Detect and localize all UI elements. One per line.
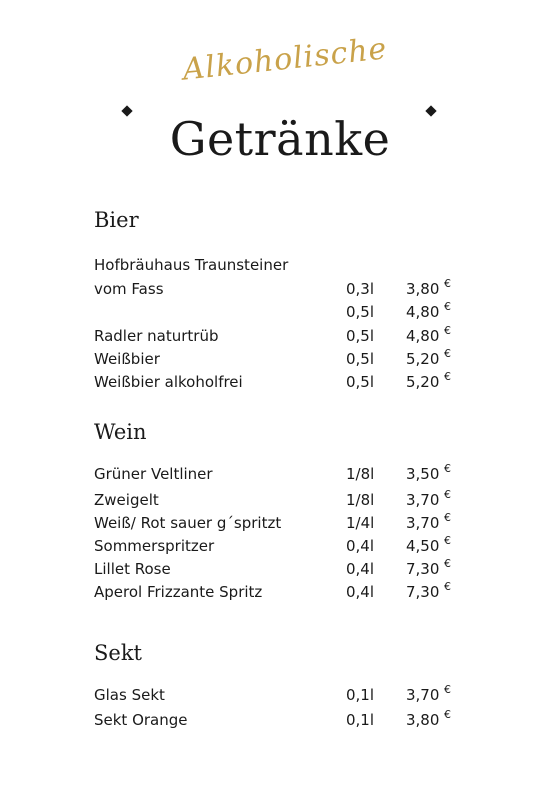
currency-symbol: € xyxy=(444,534,451,547)
currency-symbol: € xyxy=(444,277,451,290)
menu-item xyxy=(94,557,474,582)
item-price: 4,80 xyxy=(406,303,440,321)
item-volume: 0,5l xyxy=(346,327,375,345)
currency-symbol: € xyxy=(444,488,451,501)
item-volume: 1/4l xyxy=(346,514,375,532)
menu-item xyxy=(94,534,474,559)
item-volume: 0,4l xyxy=(346,560,375,578)
menu-item xyxy=(94,324,474,349)
item-name: Glas Sekt xyxy=(94,686,165,704)
menu-item xyxy=(94,370,474,395)
item-volume: 0,1l xyxy=(346,686,375,704)
item-name: Weiß/ Rot sauer g´spritzt xyxy=(94,514,282,532)
currency-symbol: € xyxy=(444,557,451,570)
menu-item xyxy=(94,488,474,513)
currency-symbol: € xyxy=(444,370,451,383)
item-name: Grüner Veltliner xyxy=(94,465,213,483)
item-name: Hofbräuhaus Traunsteiner xyxy=(94,256,289,274)
item-price: 4,50 xyxy=(406,537,440,555)
item-name: Sekt Orange xyxy=(94,711,188,729)
item-price: 3,70 xyxy=(406,514,440,532)
section-heading-wein: Wein xyxy=(94,420,147,444)
item-volume: 0,5l xyxy=(346,373,375,391)
item-price: 5,20 xyxy=(406,373,440,391)
section-heading-bier: Bier xyxy=(94,208,139,232)
menu-item xyxy=(94,511,474,536)
item-name: Weißbier xyxy=(94,350,160,368)
item-volume: 0,5l xyxy=(346,350,375,368)
currency-symbol: € xyxy=(444,347,451,360)
menu-item xyxy=(94,277,474,302)
menu-item xyxy=(94,683,474,708)
item-price: 3,70 xyxy=(406,686,440,704)
item-name: Radler naturtrüb xyxy=(94,327,219,345)
currency-symbol: € xyxy=(444,300,451,313)
menu-item xyxy=(94,256,474,278)
menu-item xyxy=(94,347,474,372)
item-volume: 0,4l xyxy=(346,583,375,601)
item-price: 3,80 xyxy=(406,280,440,298)
item-volume: 0,5l xyxy=(346,303,375,321)
page-title: Getränke xyxy=(169,112,391,166)
item-price: 7,30 xyxy=(406,583,440,601)
item-name: Zweigelt xyxy=(94,491,159,509)
item-name: Weißbier alkoholfrei xyxy=(94,373,243,391)
item-name: Sommerspritzer xyxy=(94,537,215,555)
item-price: 4,80 xyxy=(406,327,440,345)
item-volume: 1/8l xyxy=(346,465,375,483)
item-name: Lillet Rose xyxy=(94,560,171,578)
menu-item xyxy=(94,300,474,325)
currency-symbol: € xyxy=(444,511,451,524)
item-volume: 0,4l xyxy=(346,537,375,555)
item-volume: 0,1l xyxy=(346,711,375,729)
item-price: 7,30 xyxy=(406,560,440,578)
menu-item xyxy=(94,708,474,733)
currency-symbol: € xyxy=(444,580,451,593)
item-price: 3,50 xyxy=(406,465,440,483)
currency-symbol: € xyxy=(444,683,451,696)
script-title: Alkoholische xyxy=(181,31,389,88)
item-price: 3,70 xyxy=(406,491,440,509)
item-volume: 0,3l xyxy=(346,280,375,298)
menu-item xyxy=(94,580,474,605)
section-heading-sekt: Sekt xyxy=(94,641,142,665)
item-price: 3,80 xyxy=(406,711,440,729)
currency-symbol: € xyxy=(444,324,451,337)
menu-item xyxy=(94,462,474,487)
item-name: Aperol Frizzante Spritz xyxy=(94,583,263,601)
item-volume: 1/8l xyxy=(346,491,375,509)
item-name: vom Fass xyxy=(94,280,164,298)
currency-symbol: € xyxy=(444,462,451,475)
item-price: 5,20 xyxy=(406,350,440,368)
currency-symbol: € xyxy=(444,708,451,721)
